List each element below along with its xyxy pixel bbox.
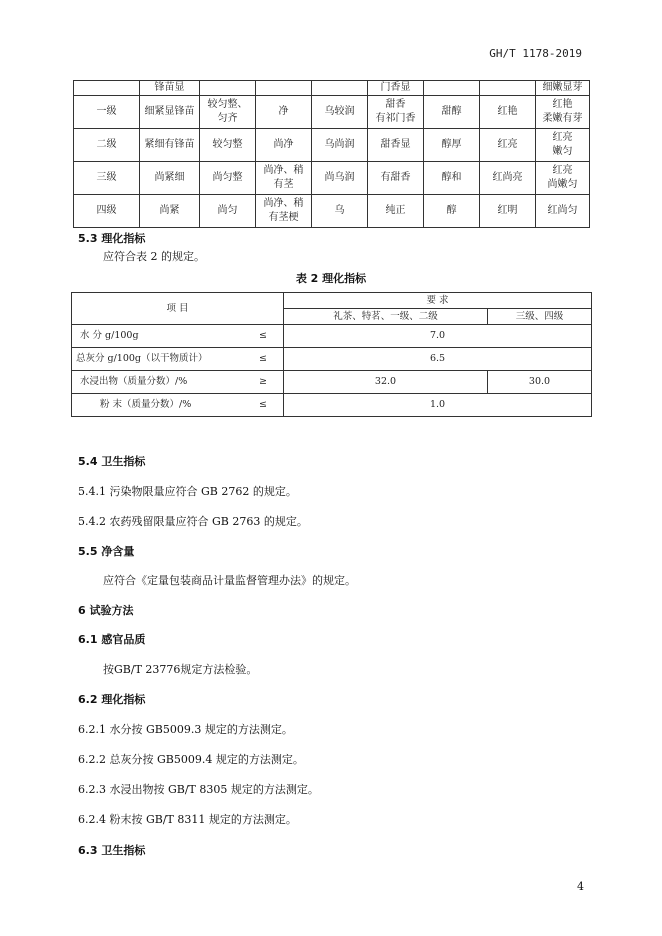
table-cell: 有甜香: [368, 162, 424, 195]
section-6-heading: 6 试验方法: [78, 604, 134, 617]
section-6-2-heading: 6.2 理化指标: [78, 693, 146, 706]
table-cell: 红尚匀: [536, 195, 590, 228]
table-cell: 甜醇: [424, 96, 480, 129]
table-cell: 二级: [74, 129, 140, 162]
table-cell: 乌较润: [312, 96, 368, 129]
subheader-grade-low: 三级、四级: [488, 309, 592, 325]
section-6-1-heading: 6.1 感官品质: [78, 633, 146, 646]
section-5-3-heading: 5.3 理化指标: [78, 232, 146, 245]
table-cell: 细嫩显芽: [536, 81, 590, 96]
row-label: 水浸出物（质量分数）/%: [80, 376, 188, 387]
table-cell: 乌尚润: [312, 129, 368, 162]
table-cell: 尚净、稍 有茎: [256, 162, 312, 195]
table-cell: 紧细有锋苗: [140, 129, 200, 162]
row-label: 总灰分 g/100g（以干物质计）: [76, 353, 208, 364]
section-5-3-text: 应符合表 2 的规定。: [103, 250, 205, 263]
row-value: 6.5: [284, 348, 592, 371]
table-cell: 细紧显锋苗: [140, 96, 200, 129]
section-5-5-text: 应符合《定量包装商品计量监督管理办法》的规定。: [103, 574, 356, 587]
table-cell: 尚乌润: [312, 162, 368, 195]
table-cell: 锋苗显: [140, 81, 200, 96]
row-symbol: ≤: [259, 353, 267, 364]
table-cell: 较匀整: [200, 129, 256, 162]
section-5-5-heading: 5.5 净含量: [78, 545, 135, 558]
column-header-requirement: 要 求: [284, 293, 592, 309]
table-cell: [200, 81, 256, 96]
table-row: [72, 394, 592, 417]
table-cell: 四级: [74, 195, 140, 228]
table-cell: [256, 81, 312, 96]
standard-code: GH/T 1178-2019: [489, 47, 582, 60]
table-row: [72, 371, 592, 394]
table-cell: [424, 81, 480, 96]
table-row: [74, 81, 590, 96]
table-cell: 红亮 嫩匀: [536, 129, 590, 162]
table-cell: 醇: [424, 195, 480, 228]
section-6-2-2: 6.2.2 总灰分按 GB5009.4 规定的方法测定。: [78, 753, 304, 766]
table-cell: 红尚亮: [480, 162, 536, 195]
row-value: 30.0: [488, 371, 592, 394]
table-row: [74, 96, 590, 129]
subheader-grade-high: 礼茶、特茗、一级、二级: [284, 309, 488, 325]
table-cell: 较匀整、 匀齐: [200, 96, 256, 129]
section-5-4-2: 5.4.2 农药残留限量应符合 GB 2763 的规定。: [78, 515, 308, 528]
page-number: 4: [577, 880, 584, 893]
table-cell: 纯正: [368, 195, 424, 228]
sensory-quality-table: [73, 80, 590, 228]
table2-caption: 表 2 理化指标: [295, 272, 367, 285]
table-cell: 红明: [480, 195, 536, 228]
section-6-3-heading: 6.3 卫生指标: [78, 844, 146, 857]
table-cell: 一级: [74, 96, 140, 129]
column-header-item: 项 目: [72, 293, 284, 325]
table-cell: 尚匀整: [200, 162, 256, 195]
table-row: [72, 325, 592, 348]
section-5-4-heading: 5.4 卫生指标: [78, 455, 146, 468]
table-cell: 尚净: [256, 129, 312, 162]
table-cell: 红亮 尚嫩匀: [536, 162, 590, 195]
table-cell: 门香显: [368, 81, 424, 96]
table-cell: 醇厚: [424, 129, 480, 162]
row-label: 水 分 g/100g: [80, 330, 139, 341]
table-cell: 甜香 有祁门香: [368, 96, 424, 129]
table-cell: 甜香显: [368, 129, 424, 162]
table-cell: [480, 81, 536, 96]
table-cell: 三级: [74, 162, 140, 195]
row-symbol: ≥: [259, 376, 267, 387]
table-row: [74, 162, 590, 195]
table-cell: 尚匀: [200, 195, 256, 228]
section-6-2-3: 6.2.3 水浸出物按 GB/T 8305 规定的方法测定。: [78, 783, 319, 796]
table-cell: 醇和: [424, 162, 480, 195]
physicochemical-table: [71, 292, 592, 417]
row-symbol: ≤: [259, 330, 267, 341]
row-value: 32.0: [284, 371, 488, 394]
table-cell: [312, 81, 368, 96]
section-6-2-4: 6.2.4 粉末按 GB/T 8311 规定的方法测定。: [78, 813, 297, 826]
row-value: 7.0: [284, 325, 592, 348]
table-row: [74, 195, 590, 228]
table-cell: 红亮: [480, 129, 536, 162]
table-cell: 尚紧细: [140, 162, 200, 195]
section-6-2-1: 6.2.1 水分按 GB5009.3 规定的方法测定。: [78, 723, 293, 736]
row-symbol: ≤: [259, 399, 267, 410]
table-cell: [74, 81, 140, 96]
row-label: 粉 末（质量分数）/%: [100, 399, 192, 410]
table-cell: 净: [256, 96, 312, 129]
table-row: [72, 348, 592, 371]
table-cell: 乌: [312, 195, 368, 228]
table-cell: 红艳: [480, 96, 536, 129]
table-cell: 尚紧: [140, 195, 200, 228]
section-6-1-text: 按GB/T 23776规定方法检验。: [103, 663, 258, 676]
table-cell: 尚净、稍 有茎梗: [256, 195, 312, 228]
table-cell: 红艳 柔嫩有芽: [536, 96, 590, 129]
row-value: 1.0: [284, 394, 592, 417]
section-5-4-1: 5.4.1 污染物限量应符合 GB 2762 的规定。: [78, 485, 297, 498]
table-row: [74, 129, 590, 162]
